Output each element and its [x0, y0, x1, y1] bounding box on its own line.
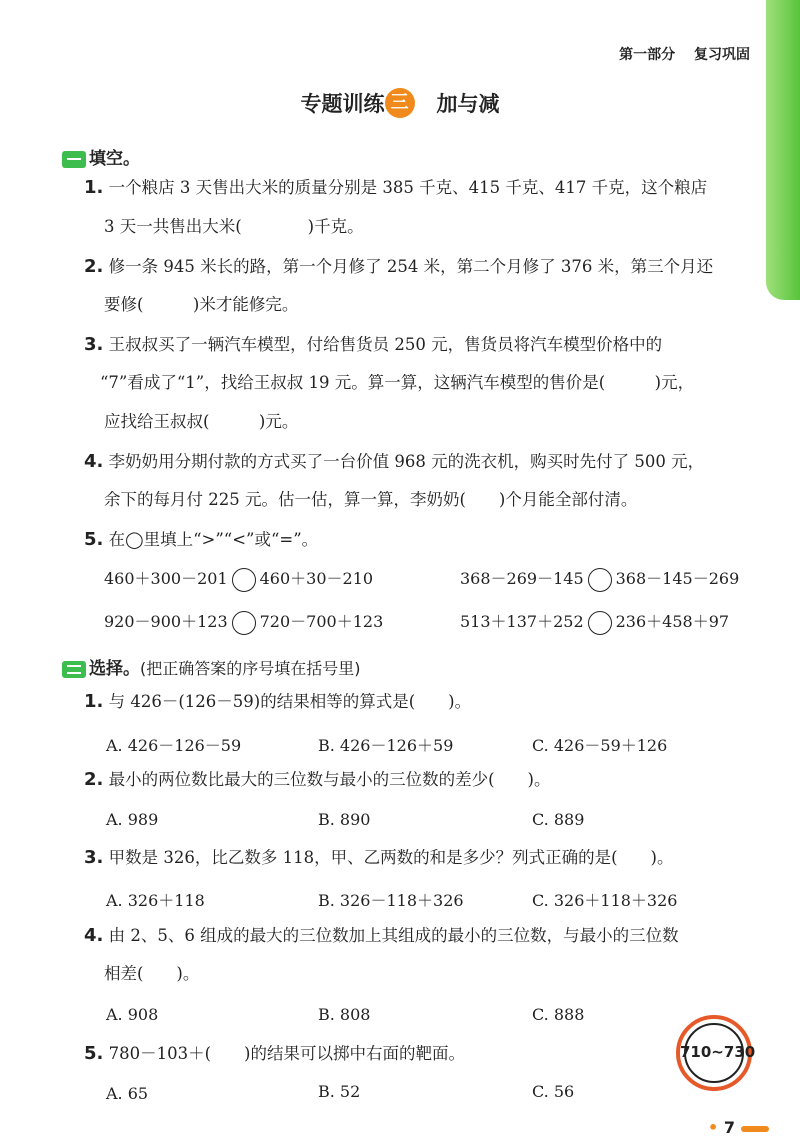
header-part: 第一部分 [619, 47, 676, 63]
s2-q2: 2. 最小的两位数比最大的三位数与最小的三位数的差少( )。 [84, 769, 551, 790]
option-b[interactable]: B. 426－126＋59 [318, 736, 454, 755]
section-1-heading [62, 144, 140, 169]
section-2-heading [62, 654, 361, 679]
page-title [0, 88, 800, 118]
s1-q5-line1: 5. 在◯里填上“>”“<”或“=”。 [84, 529, 319, 550]
option-a[interactable]: A. 908 [106, 1005, 159, 1024]
s1-q4-line1: 4. 李奶奶用分期付款的方式买了一台价值 968 元的洗衣机，购买时先付了 500 元， [84, 451, 705, 472]
option-a[interactable]: A. 65 [106, 1084, 149, 1103]
s1-q2-line2: 要修( )米才能修完。 [104, 295, 299, 314]
section-1-icon [62, 151, 86, 168]
compare-row-2-left: 920－900＋123 720－700＋123 [104, 609, 383, 635]
title-prefix: 专题训练 [300, 92, 385, 116]
s1-q1-line1: 1. 一个粮店 3 天售出大米的质量分别是 385 千克、415 千克、417 千克，这个粮店 [84, 177, 708, 198]
option-b[interactable]: B. 808 [318, 1005, 371, 1024]
s2-q5: 5. 780－103＋( )的结果可以掷中右面的靶面。 [84, 1043, 465, 1064]
s2-q3: 3. 甲数是 326，比乙数多 118，甲、乙两数的和是多少？列式正确的是( )。 [84, 847, 674, 868]
compare-circle[interactable] [232, 568, 256, 592]
section-2-icon [62, 661, 86, 678]
s1-q3-line1: 3. 王叔叔买了一辆汽车模型，付给售货员 250 元，售货员将汽车模型价格中的 [84, 334, 663, 355]
s2-q4-line2: 相差( )。 [104, 964, 200, 983]
s1-q3-line2: “7”看成了“1”，找给王叔叔 19 元。算一算，这辆汽车模型的售价是( )元， [100, 373, 695, 392]
option-b[interactable]: B. 326－118＋326 [318, 891, 464, 910]
target-label: 710~730 [680, 1043, 756, 1061]
option-b[interactable]: B. 890 [318, 810, 371, 829]
page-number: • 7 [708, 1118, 769, 1137]
compare-circle[interactable] [232, 611, 256, 635]
option-c[interactable]: C. 426－59＋126 [532, 736, 668, 755]
compare-row-1-right: 368－269－145 368－145－269 [460, 566, 739, 592]
s1-q4-line2: 余下的每月付 225 元。估一估，算一算，李奶奶( )个月能全部付清。 [104, 490, 638, 509]
option-a[interactable]: A. 326＋118 [106, 891, 205, 910]
option-a[interactable]: A. 989 [106, 810, 159, 829]
target-board-icon [676, 1015, 756, 1091]
option-a[interactable]: A. 426－126－59 [106, 736, 242, 755]
option-b[interactable]: B. 52 [318, 1082, 361, 1101]
compare-row-2-right: 513＋137＋252 236＋458＋97 [460, 609, 729, 635]
option-c[interactable]: C. 56 [532, 1082, 575, 1101]
title-number-badge: 三 [385, 88, 415, 118]
section-1-title: 填空。 [89, 149, 140, 169]
compare-circle[interactable] [588, 568, 612, 592]
option-c[interactable]: C. 888 [532, 1005, 585, 1024]
side-tab [766, 0, 800, 300]
s1-q3-line3: 应找给王叔叔( )元。 [104, 412, 299, 431]
option-c[interactable]: C. 889 [532, 810, 585, 829]
section-2-title: 选择。 [89, 659, 140, 679]
running-header [605, 44, 750, 64]
s2-q1: 1. 与 426－(126－59)的结果相等的算式是( )。 [84, 691, 472, 712]
compare-circle[interactable] [588, 611, 612, 635]
s1-q2-line1: 2. 修一条 945 米长的路，第一个月修了 254 米，第二个月修了 376 米，第三个月还 [84, 256, 714, 277]
s1-q1-line2: 3 天一共售出大米( )千克。 [104, 217, 364, 236]
option-c[interactable]: C. 326＋118＋326 [532, 891, 678, 910]
s2-q4-line1: 4. 由 2、5、6 组成的最大的三位数加上其组成的最小的三位数，与最小的三位数 [84, 925, 679, 946]
title-topic: 加与减 [436, 92, 500, 116]
compare-row-1-left: 460＋300－201 460＋30－210 [104, 566, 373, 592]
section-2-subtitle: (把正确答案的序号填在括号里) [140, 659, 361, 678]
page-number-bar [741, 1126, 769, 1132]
header-section: 复习巩固 [694, 47, 750, 63]
